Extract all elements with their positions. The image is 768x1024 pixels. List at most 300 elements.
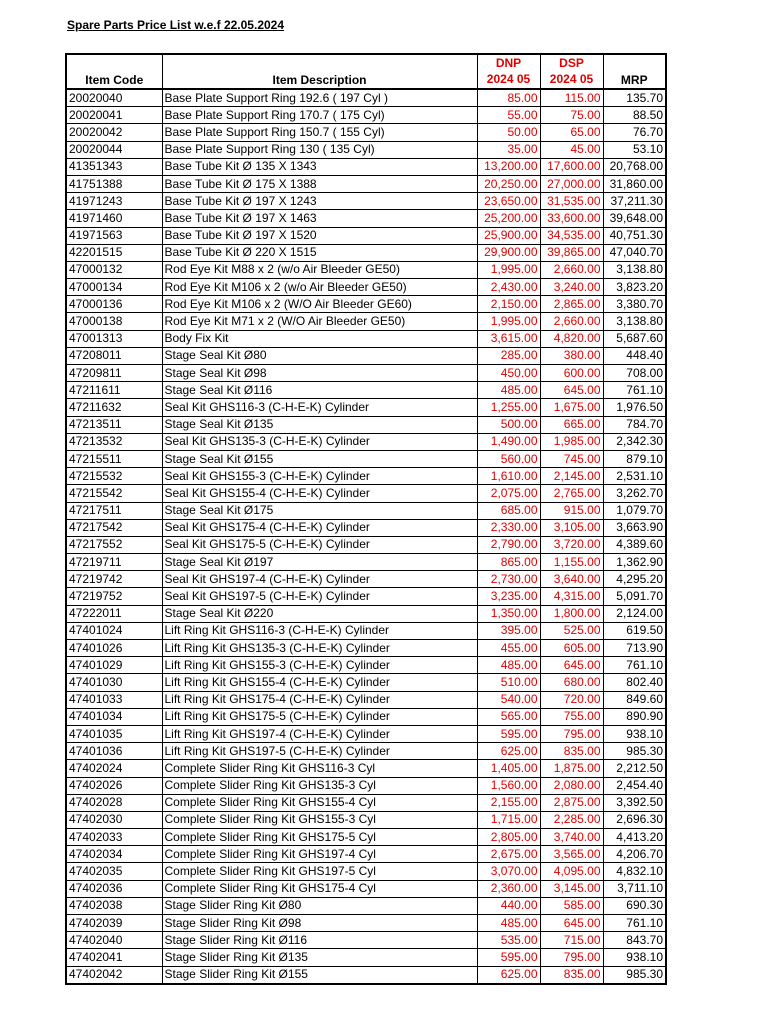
dsp-price-cell: 1,675.00 xyxy=(540,399,603,416)
item-description-cell: Rod Eye Kit M71 x 2 (W/O Air Bleeder GE50) xyxy=(162,313,477,330)
dsp-price-cell: 755.00 xyxy=(540,708,603,725)
mrp-price-cell: 3,663.90 xyxy=(603,519,666,536)
item-description-cell: Seal Kit GHS155-4 (C-H-E-K) Cylinder xyxy=(162,485,477,502)
dsp-price-cell: 75.00 xyxy=(540,107,603,124)
mrp-price-cell: 135.70 xyxy=(603,89,666,107)
item-code-cell: 47217511 xyxy=(66,502,162,519)
dnp-price-cell: 1,405.00 xyxy=(477,760,540,777)
dnp-price-cell: 23,650.00 xyxy=(477,193,540,210)
table-row xyxy=(66,829,666,846)
mrp-price-cell: 938.10 xyxy=(603,949,666,966)
item-code-cell: 47402041 xyxy=(66,949,162,966)
mrp-price-cell: 985.30 xyxy=(603,966,666,984)
dsp-price-cell: 45.00 xyxy=(540,141,603,158)
mrp-price-cell: 37,211.30 xyxy=(603,193,666,210)
item-description-cell: Body Fix Kit xyxy=(162,330,477,347)
item-code-cell: 47401036 xyxy=(66,743,162,760)
mrp-price-cell: 53.10 xyxy=(603,141,666,158)
table-row xyxy=(66,588,666,605)
table-row xyxy=(66,966,666,984)
table-row xyxy=(66,416,666,433)
mrp-price-cell: 938.10 xyxy=(603,725,666,742)
item-description-cell: Lift Ring Kit GHS175-4 (C-H-E-K) Cylinder xyxy=(162,691,477,708)
item-code-cell: 47211611 xyxy=(66,382,162,399)
item-code-cell: 47402035 xyxy=(66,863,162,880)
dnp-price-cell: 450.00 xyxy=(477,365,540,382)
dsp-price-cell: 2,145.00 xyxy=(540,468,603,485)
item-description-cell: Stage Slider Ring Kit Ø116 xyxy=(162,932,477,949)
dsp-price-cell: 835.00 xyxy=(540,966,603,984)
table-row xyxy=(66,794,666,811)
table-row xyxy=(66,846,666,863)
mrp-price-cell: 3,262.70 xyxy=(603,485,666,502)
item-code-cell: 41971243 xyxy=(66,193,162,210)
item-description-cell: Stage Seal Kit Ø135 xyxy=(162,416,477,433)
item-code-cell: 47219752 xyxy=(66,588,162,605)
dsp-price-cell: 645.00 xyxy=(540,915,603,932)
table-header xyxy=(66,54,666,89)
item-code-cell: 47215511 xyxy=(66,450,162,467)
item-description-cell: Base Tube Kit Ø 175 X 1388 xyxy=(162,175,477,192)
dsp-price-cell: 680.00 xyxy=(540,674,603,691)
dnp-price-cell: 685.00 xyxy=(477,502,540,519)
item-description-cell: Complete Slider Ring Kit GHS135-3 Cyl xyxy=(162,777,477,794)
item-code-cell: 47401035 xyxy=(66,725,162,742)
dnp-price-cell: 560.00 xyxy=(477,450,540,467)
dnp-price-cell: 3,615.00 xyxy=(477,330,540,347)
dnp-price-cell: 20,250.00 xyxy=(477,175,540,192)
item-description-cell: Stage Seal Kit Ø197 xyxy=(162,554,477,571)
item-description-cell: Complete Slider Ring Kit GHS116-3 Cyl xyxy=(162,760,477,777)
item-description-cell: Lift Ring Kit GHS116-3 (C-H-E-K) Cylinder xyxy=(162,622,477,639)
table-row xyxy=(66,571,666,588)
mrp-price-cell: 20,768.00 xyxy=(603,158,666,175)
dsp-price-cell: 2,865.00 xyxy=(540,296,603,313)
item-code-cell: 47219711 xyxy=(66,554,162,571)
table-row xyxy=(66,777,666,794)
table-row xyxy=(66,863,666,880)
item-code-cell: 47222011 xyxy=(66,605,162,622)
dnp-price-cell: 25,900.00 xyxy=(477,227,540,244)
dsp-price-cell: 4,820.00 xyxy=(540,330,603,347)
mrp-price-cell: 5,687.60 xyxy=(603,330,666,347)
mrp-header: MRP xyxy=(603,72,666,90)
item-description-header: Item Description xyxy=(162,72,477,90)
table-row xyxy=(66,450,666,467)
dnp-price-cell: 1,995.00 xyxy=(477,261,540,278)
dnp-price-cell: 2,675.00 xyxy=(477,846,540,863)
table-row xyxy=(66,640,666,657)
mrp-price-cell: 3,823.20 xyxy=(603,279,666,296)
dsp-price-cell: 65.00 xyxy=(540,124,603,141)
table-row xyxy=(66,227,666,244)
item-code-cell: 47402038 xyxy=(66,897,162,914)
item-description-cell: Seal Kit GHS135-3 (C-H-E-K) Cylinder xyxy=(162,433,477,450)
table-row xyxy=(66,107,666,124)
dnp-price-cell: 540.00 xyxy=(477,691,540,708)
dnp-price-cell: 2,155.00 xyxy=(477,794,540,811)
table-row xyxy=(66,141,666,158)
item-description-cell: Stage Seal Kit Ø175 xyxy=(162,502,477,519)
item-code-cell: 47000134 xyxy=(66,279,162,296)
dnp-price-cell: 3,235.00 xyxy=(477,588,540,605)
mrp-price-cell: 1,079.70 xyxy=(603,502,666,519)
dnp-header-top: DNP xyxy=(477,54,540,72)
item-description-cell: Rod Eye Kit M106 x 2 (W/O Air Bleeder GE60) xyxy=(162,296,477,313)
item-description-header-top xyxy=(162,54,477,72)
item-code-cell: 47219742 xyxy=(66,571,162,588)
item-code-cell: 20020041 xyxy=(66,107,162,124)
item-code-header: Item Code xyxy=(66,72,162,90)
dsp-header-date: 2024 05 xyxy=(540,72,603,90)
item-description-cell: Base Tube Kit Ø 135 X 1343 xyxy=(162,158,477,175)
item-description-cell: Seal Kit GHS116-3 (C-H-E-K) Cylinder xyxy=(162,399,477,416)
dsp-price-cell: 665.00 xyxy=(540,416,603,433)
price-list-table xyxy=(65,53,667,985)
mrp-price-cell: 4,206.70 xyxy=(603,846,666,863)
dnp-price-cell: 595.00 xyxy=(477,949,540,966)
item-description-cell: Lift Ring Kit GHS175-5 (C-H-E-K) Cylinder xyxy=(162,708,477,725)
table-row xyxy=(66,175,666,192)
table-row xyxy=(66,674,666,691)
table-row xyxy=(66,158,666,175)
dnp-price-cell: 285.00 xyxy=(477,347,540,364)
dnp-price-cell: 2,360.00 xyxy=(477,880,540,897)
item-code-cell: 47401024 xyxy=(66,622,162,639)
mrp-price-cell: 761.10 xyxy=(603,915,666,932)
dnp-price-cell: 625.00 xyxy=(477,743,540,760)
item-code-cell: 47402030 xyxy=(66,811,162,828)
dsp-price-cell: 3,720.00 xyxy=(540,536,603,553)
table-row xyxy=(66,296,666,313)
dsp-price-cell: 2,285.00 xyxy=(540,811,603,828)
dnp-price-cell: 29,900.00 xyxy=(477,244,540,261)
dnp-price-cell: 595.00 xyxy=(477,725,540,742)
dnp-price-cell: 1,715.00 xyxy=(477,811,540,828)
dsp-price-cell: 835.00 xyxy=(540,743,603,760)
dnp-price-cell: 2,730.00 xyxy=(477,571,540,588)
dsp-price-cell: 3,640.00 xyxy=(540,571,603,588)
table-row xyxy=(66,244,666,261)
dnp-price-cell: 455.00 xyxy=(477,640,540,657)
item-code-cell: 47213511 xyxy=(66,416,162,433)
mrp-price-cell: 3,711.10 xyxy=(603,880,666,897)
item-description-cell: Seal Kit GHS155-3 (C-H-E-K) Cylinder xyxy=(162,468,477,485)
item-description-cell: Seal Kit GHS175-5 (C-H-E-K) Cylinder xyxy=(162,536,477,553)
dsp-price-cell: 2,875.00 xyxy=(540,794,603,811)
table-row xyxy=(66,622,666,639)
dsp-price-cell: 33,600.00 xyxy=(540,210,603,227)
dsp-price-cell: 715.00 xyxy=(540,932,603,949)
item-description-cell: Lift Ring Kit GHS135-3 (C-H-E-K) Cylinder xyxy=(162,640,477,657)
mrp-price-cell: 2,212.50 xyxy=(603,760,666,777)
dsp-price-cell: 2,765.00 xyxy=(540,485,603,502)
dnp-price-cell: 625.00 xyxy=(477,966,540,984)
item-code-cell: 47402040 xyxy=(66,932,162,949)
dsp-price-cell: 17,600.00 xyxy=(540,158,603,175)
mrp-price-cell: 4,389.60 xyxy=(603,536,666,553)
item-code-cell: 42201515 xyxy=(66,244,162,261)
dsp-price-cell: 1,155.00 xyxy=(540,554,603,571)
table-row xyxy=(66,399,666,416)
item-description-cell: Base Plate Support Ring 170.7 ( 175 Cyl) xyxy=(162,107,477,124)
item-description-cell: Seal Kit GHS197-5 (C-H-E-K) Cylinder xyxy=(162,588,477,605)
mrp-price-cell: 1,362.90 xyxy=(603,554,666,571)
dnp-price-cell: 1,350.00 xyxy=(477,605,540,622)
dnp-price-cell: 500.00 xyxy=(477,416,540,433)
dsp-price-cell: 795.00 xyxy=(540,725,603,742)
table-row xyxy=(66,261,666,278)
dnp-price-cell: 865.00 xyxy=(477,554,540,571)
dsp-price-cell: 3,240.00 xyxy=(540,279,603,296)
item-description-cell: Stage Seal Kit Ø80 xyxy=(162,347,477,364)
dnp-price-cell: 485.00 xyxy=(477,657,540,674)
item-description-cell: Rod Eye Kit M106 x 2 (w/o Air Bleeder GE50) xyxy=(162,279,477,296)
item-description-cell: Stage Slider Ring Kit Ø155 xyxy=(162,966,477,984)
dsp-price-cell: 2,660.00 xyxy=(540,261,603,278)
dsp-price-cell: 3,145.00 xyxy=(540,880,603,897)
dsp-price-cell: 2,080.00 xyxy=(540,777,603,794)
table-row xyxy=(66,210,666,227)
table-row xyxy=(66,536,666,553)
item-code-cell: 47402034 xyxy=(66,846,162,863)
dsp-price-cell: 39,865.00 xyxy=(540,244,603,261)
item-code-cell: 47000136 xyxy=(66,296,162,313)
dsp-price-cell: 585.00 xyxy=(540,897,603,914)
item-code-cell: 47402028 xyxy=(66,794,162,811)
mrp-header-top xyxy=(603,54,666,72)
dnp-price-cell: 1,490.00 xyxy=(477,433,540,450)
dsp-price-cell: 720.00 xyxy=(540,691,603,708)
mrp-price-cell: 47,040.70 xyxy=(603,244,666,261)
item-code-cell: 47209811 xyxy=(66,365,162,382)
item-description-cell: Complete Slider Ring Kit GHS197-4 Cyl xyxy=(162,846,477,863)
table-row xyxy=(66,468,666,485)
item-code-cell: 47401033 xyxy=(66,691,162,708)
dsp-price-cell: 3,740.00 xyxy=(540,829,603,846)
mrp-price-cell: 3,138.80 xyxy=(603,261,666,278)
item-code-cell: 41751388 xyxy=(66,175,162,192)
table-row xyxy=(66,554,666,571)
item-code-cell: 47402039 xyxy=(66,915,162,932)
item-description-cell: Stage Slider Ring Kit Ø135 xyxy=(162,949,477,966)
item-code-cell: 47215532 xyxy=(66,468,162,485)
table-row xyxy=(66,519,666,536)
dnp-price-cell: 1,995.00 xyxy=(477,313,540,330)
item-description-cell: Complete Slider Ring Kit GHS175-4 Cyl xyxy=(162,880,477,897)
dsp-price-cell: 645.00 xyxy=(540,382,603,399)
dsp-price-cell: 4,315.00 xyxy=(540,588,603,605)
dsp-price-cell: 4,095.00 xyxy=(540,863,603,880)
dnp-price-cell: 50.00 xyxy=(477,124,540,141)
table-row xyxy=(66,932,666,949)
mrp-price-cell: 4,832.10 xyxy=(603,863,666,880)
mrp-price-cell: 1,976.50 xyxy=(603,399,666,416)
mrp-price-cell: 761.10 xyxy=(603,657,666,674)
dnp-price-cell: 2,330.00 xyxy=(477,519,540,536)
item-code-cell: 47401026 xyxy=(66,640,162,657)
table-row xyxy=(66,880,666,897)
mrp-price-cell: 40,751.30 xyxy=(603,227,666,244)
dsp-price-cell: 915.00 xyxy=(540,502,603,519)
item-description-cell: Seal Kit GHS197-4 (C-H-E-K) Cylinder xyxy=(162,571,477,588)
table-row xyxy=(66,605,666,622)
table-row xyxy=(66,485,666,502)
dnp-price-cell: 440.00 xyxy=(477,897,540,914)
table-row xyxy=(66,89,666,107)
dsp-price-cell: 605.00 xyxy=(540,640,603,657)
item-code-cell: 41351343 xyxy=(66,158,162,175)
dnp-price-cell: 565.00 xyxy=(477,708,540,725)
item-code-cell: 47217542 xyxy=(66,519,162,536)
mrp-price-cell: 3,380.70 xyxy=(603,296,666,313)
item-code-cell: 47208011 xyxy=(66,347,162,364)
dsp-price-cell: 3,105.00 xyxy=(540,519,603,536)
dsp-price-cell: 2,660.00 xyxy=(540,313,603,330)
dsp-price-cell: 645.00 xyxy=(540,657,603,674)
mrp-price-cell: 761.10 xyxy=(603,382,666,399)
mrp-price-cell: 31,860.00 xyxy=(603,175,666,192)
dnp-price-cell: 2,790.00 xyxy=(477,536,540,553)
item-description-cell: Lift Ring Kit GHS197-4 (C-H-E-K) Cylinder xyxy=(162,725,477,742)
dnp-price-cell: 485.00 xyxy=(477,382,540,399)
dsp-price-cell: 1,875.00 xyxy=(540,760,603,777)
mrp-price-cell: 2,696.30 xyxy=(603,811,666,828)
mrp-price-cell: 985.30 xyxy=(603,743,666,760)
dsp-price-cell: 380.00 xyxy=(540,347,603,364)
dnp-header-date: 2024 05 xyxy=(477,72,540,90)
dsp-header-top: DSP xyxy=(540,54,603,72)
mrp-price-cell: 2,454.40 xyxy=(603,777,666,794)
dnp-price-cell: 3,070.00 xyxy=(477,863,540,880)
item-code-cell: 47402024 xyxy=(66,760,162,777)
item-code-cell: 47215542 xyxy=(66,485,162,502)
mrp-price-cell: 5,091.70 xyxy=(603,588,666,605)
item-description-cell: Stage Slider Ring Kit Ø98 xyxy=(162,915,477,932)
dnp-price-cell: 55.00 xyxy=(477,107,540,124)
mrp-price-cell: 802.40 xyxy=(603,674,666,691)
item-description-cell: Stage Seal Kit Ø220 xyxy=(162,605,477,622)
mrp-price-cell: 2,531.10 xyxy=(603,468,666,485)
dsp-price-cell: 115.00 xyxy=(540,89,603,107)
item-description-cell: Base Plate Support Ring 192.6 ( 197 Cyl ) xyxy=(162,89,477,107)
dsp-price-cell: 1,985.00 xyxy=(540,433,603,450)
dnp-price-cell: 85.00 xyxy=(477,89,540,107)
table-row xyxy=(66,347,666,364)
item-code-cell: 41971563 xyxy=(66,227,162,244)
table-row xyxy=(66,691,666,708)
item-code-cell: 20020040 xyxy=(66,89,162,107)
dnp-price-cell: 13,200.00 xyxy=(477,158,540,175)
table-row xyxy=(66,124,666,141)
item-code-cell: 20020044 xyxy=(66,141,162,158)
item-description-cell: Seal Kit GHS175-4 (C-H-E-K) Cylinder xyxy=(162,519,477,536)
table-row xyxy=(66,915,666,932)
item-description-cell: Rod Eye Kit M88 x 2 (w/o Air Bleeder GE50) xyxy=(162,261,477,278)
item-code-cell: 47000132 xyxy=(66,261,162,278)
item-description-cell: Complete Slider Ring Kit GHS155-4 Cyl xyxy=(162,794,477,811)
dnp-price-cell: 395.00 xyxy=(477,622,540,639)
dsp-price-cell: 31,535.00 xyxy=(540,193,603,210)
mrp-price-cell: 2,124.00 xyxy=(603,605,666,622)
table-row xyxy=(66,433,666,450)
mrp-price-cell: 2,342.30 xyxy=(603,433,666,450)
dnp-price-cell: 1,255.00 xyxy=(477,399,540,416)
table-row xyxy=(66,657,666,674)
table-row xyxy=(66,330,666,347)
item-description-cell: Lift Ring Kit GHS155-4 (C-H-E-K) Cylinder xyxy=(162,674,477,691)
mrp-price-cell: 88.50 xyxy=(603,107,666,124)
dnp-price-cell: 2,075.00 xyxy=(477,485,540,502)
item-description-cell: Complete Slider Ring Kit GHS197-5 Cyl xyxy=(162,863,477,880)
dnp-price-cell: 2,805.00 xyxy=(477,829,540,846)
mrp-price-cell: 890.90 xyxy=(603,708,666,725)
mrp-price-cell: 76.70 xyxy=(603,124,666,141)
table-row xyxy=(66,502,666,519)
mrp-price-cell: 879.10 xyxy=(603,450,666,467)
mrp-price-cell: 713.90 xyxy=(603,640,666,657)
item-code-cell: 47001313 xyxy=(66,330,162,347)
item-description-cell: Lift Ring Kit GHS155-3 (C-H-E-K) Cylinder xyxy=(162,657,477,674)
dnp-price-cell: 35.00 xyxy=(477,141,540,158)
item-code-cell: 47402026 xyxy=(66,777,162,794)
item-description-cell: Base Plate Support Ring 130 ( 135 Cyl) xyxy=(162,141,477,158)
mrp-price-cell: 4,295.20 xyxy=(603,571,666,588)
item-description-cell: Stage Seal Kit Ø116 xyxy=(162,382,477,399)
item-description-cell: Stage Seal Kit Ø155 xyxy=(162,450,477,467)
table-row xyxy=(66,743,666,760)
dsp-price-cell: 1,800.00 xyxy=(540,605,603,622)
dnp-price-cell: 2,150.00 xyxy=(477,296,540,313)
table-row xyxy=(66,725,666,742)
item-code-cell: 41971460 xyxy=(66,210,162,227)
item-code-cell: 47402042 xyxy=(66,966,162,984)
item-description-cell: Base Plate Support Ring 150.7 ( 155 Cyl) xyxy=(162,124,477,141)
dnp-price-cell: 1,610.00 xyxy=(477,468,540,485)
item-code-cell: 47402033 xyxy=(66,829,162,846)
mrp-price-cell: 784.70 xyxy=(603,416,666,433)
table-row xyxy=(66,897,666,914)
dsp-price-cell: 34,535.00 xyxy=(540,227,603,244)
dsp-price-cell: 3,565.00 xyxy=(540,846,603,863)
item-code-cell: 47213532 xyxy=(66,433,162,450)
mrp-price-cell: 3,138.80 xyxy=(603,313,666,330)
item-description-cell: Base Tube Kit Ø 197 X 1463 xyxy=(162,210,477,227)
dnp-price-cell: 2,430.00 xyxy=(477,279,540,296)
table-row xyxy=(66,313,666,330)
item-description-cell: Base Tube Kit Ø 220 X 1515 xyxy=(162,244,477,261)
mrp-price-cell: 4,413.20 xyxy=(603,829,666,846)
table-row xyxy=(66,365,666,382)
item-code-cell: 20020042 xyxy=(66,124,162,141)
item-code-cell: 47211632 xyxy=(66,399,162,416)
table-row xyxy=(66,279,666,296)
table-row xyxy=(66,949,666,966)
page-title: Spare Parts Price List w.e.f 22.05.2024 xyxy=(67,18,285,32)
dnp-price-cell: 485.00 xyxy=(477,915,540,932)
mrp-price-cell: 843.70 xyxy=(603,932,666,949)
table-row xyxy=(66,760,666,777)
item-code-cell: 47401030 xyxy=(66,674,162,691)
dsp-price-cell: 525.00 xyxy=(540,622,603,639)
item-description-cell: Stage Slider Ring Kit Ø80 xyxy=(162,897,477,914)
dsp-price-cell: 795.00 xyxy=(540,949,603,966)
mrp-price-cell: 619.50 xyxy=(603,622,666,639)
mrp-price-cell: 3,392.50 xyxy=(603,794,666,811)
item-description-cell: Base Tube Kit Ø 197 X 1243 xyxy=(162,193,477,210)
item-code-cell: 47402036 xyxy=(66,880,162,897)
dnp-price-cell: 535.00 xyxy=(477,932,540,949)
